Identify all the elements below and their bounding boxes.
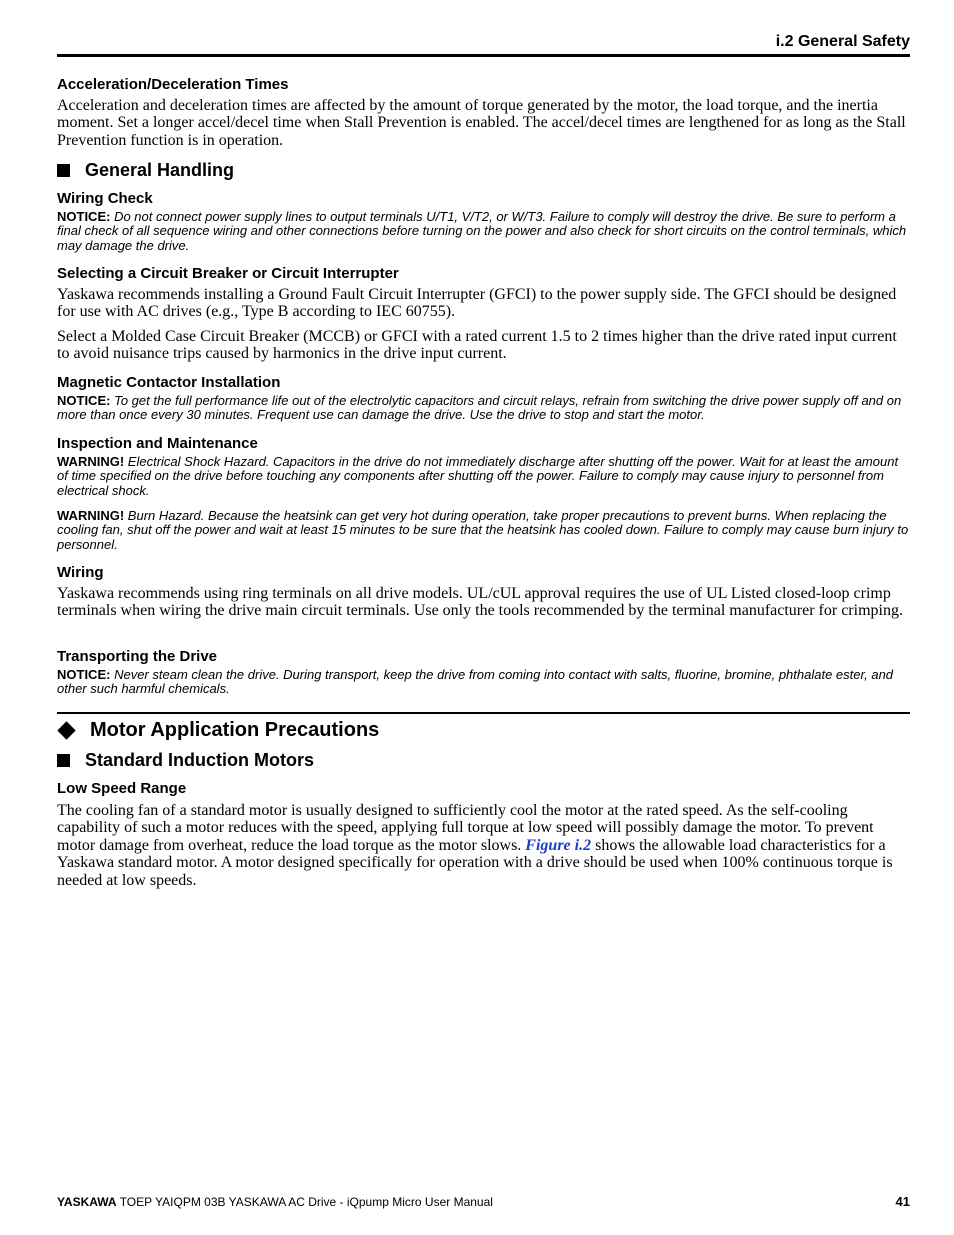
heading-accel-decel: Acceleration/Deceleration Times <box>57 76 289 93</box>
heading-magnetic-contactor: Magnetic Contactor Installation <box>57 374 281 391</box>
heading-text: General Handling <box>85 160 235 180</box>
heading-text: Standard Induction Motors <box>85 750 314 770</box>
notice-text: To get the full performance life out of the electrolytic capacitors and circuit relays, refrain from switching the drive power supply off and on more than once every 30 minutes. Frequent use can damage the drive. Use the drive to stop and start the motor. <box>57 393 902 423</box>
notice-text: Never steam clean the drive. During transport, keep the drive from coming into contact with salts, fluorine, bromine, phthalate ester, and other such harmful chemicals. <box>57 667 894 697</box>
header-rule <box>57 54 910 57</box>
paragraph-accel-decel: Acceleration and deceleration times are affected by the amount of torque generated by the motor, the load torque, and the inertia moment. Set a longer accel/decel time when Stall Prevention is enabled. The accel/decel times are lengthened for as long as the Stall Prevention function is in operation. <box>57 97 906 149</box>
notice-magnetic-contactor <box>57 394 910 423</box>
footer-doc-info <box>57 1195 493 1209</box>
heading-wiring: Wiring <box>57 564 104 581</box>
square-bullet-icon <box>57 164 70 177</box>
notice-label: NOTICE: <box>57 393 111 408</box>
notice-transporting-drive <box>57 668 910 697</box>
footer-doc-title: TOEP YAIQPM 03B YASKAWA AC Drive - iQpump Micro User Manual <box>116 1195 493 1209</box>
heading-transporting-drive: Transporting the Drive <box>57 648 218 665</box>
paragraph-text-before: The cooling fan of a standard motor is usually designed to sufficiently cool the motor at the rated speed. As the self-cooling capability of such a motor reduces with the speed, applying full torque at low speed will possibly damage the motor. To prevent motor damage from overheat, reduce the load torque as the motor slows. <box>57 802 874 854</box>
paragraph-text-after: shows the allowable load characteristics for a Yaskawa standard motor. A motor designed specifically for operation with a drive should be used when 100% continuous torque is needed at low speeds. <box>57 836 893 889</box>
square-bullet-icon <box>57 754 70 767</box>
notice-text: Do not connect power supply lines to output terminals U/T1, V/T2, or W/T3. Failure to comply will destroy the drive. Be sure to perform a final check of all sequence wiring and other connections before turning on the power and also check for short circuits on the control terminals, which may damage the drive. <box>57 209 907 253</box>
page-footer <box>57 1195 910 1209</box>
paragraph-gfci: Yaskawa recommends installing a Ground Fault Circuit Interrupter (GFCI) to the power supply side. The GFCI should be designed for use with AC drives (e.g., Type B according to IEC 60755). <box>57 286 897 321</box>
notice-label: NOTICE: <box>57 209 111 224</box>
warning-text: Electrical Shock Hazard. Capacitors in the drive do not immediately discharge after shutting off the power. Wait for at least the amount of time specified on the drive before touching any components after shutting off the power. Failure to comply may cause injury to personnel from electrical shock. <box>57 454 899 498</box>
diamond-bullet-icon <box>57 721 75 739</box>
warning-text: Burn Hazard. Because the heatsink can get very hot during operation, take proper precautions to prevent burns. When replacing the cooling fan, shut off the power and wait at least 15 minutes to be sure that the heatsink has cooled down. Failure to comply may cause burn injury to personnel. <box>57 508 909 552</box>
warning-label: WARNING! <box>57 508 125 523</box>
paragraph-low-speed <box>57 802 910 889</box>
figure-link[interactable]: Figure i.2 <box>525 836 592 854</box>
paragraph-wiring: Yaskawa recommends using ring terminals on all drive models. UL/cUL approval requires the use of UL Listed closed-loop crimp terminals when wiring the drive main circuit terminals. Use only the tools recommended by the terminal manufacturer for crimping. <box>57 585 903 620</box>
heading-circuit-breaker: Selecting a Circuit Breaker or Circuit Interrupter <box>57 265 399 282</box>
heading-standard-induction-motors <box>57 750 314 770</box>
section-rule <box>57 712 910 714</box>
page-number: 41 <box>895 1194 910 1209</box>
footer-brand: YASKAWA <box>57 1195 117 1209</box>
heading-inspection-maintenance: Inspection and Maintenance <box>57 435 258 452</box>
heading-text: Motor Application Precautions <box>90 719 380 741</box>
notice-label: NOTICE: <box>57 667 111 682</box>
warning-electrical-shock <box>57 455 910 498</box>
heading-low-speed-range: Low Speed Range <box>57 780 187 797</box>
notice-wiring-check <box>57 210 910 253</box>
warning-label: WARNING! <box>57 454 125 469</box>
paragraph-mccb: Select a Molded Case Circuit Breaker (MCCB) or GFCI with a rated current 1.5 to 2 times higher than the drive rated input current to avoid nuisance trips caused by harmonics in the drive input current. <box>57 328 897 363</box>
warning-burn-hazard <box>57 509 910 552</box>
heading-motor-application <box>57 719 379 741</box>
heading-wiring-check: Wiring Check <box>57 190 153 207</box>
running-header-title: i.2 General Safety <box>775 33 910 50</box>
heading-general-handling <box>57 160 234 180</box>
